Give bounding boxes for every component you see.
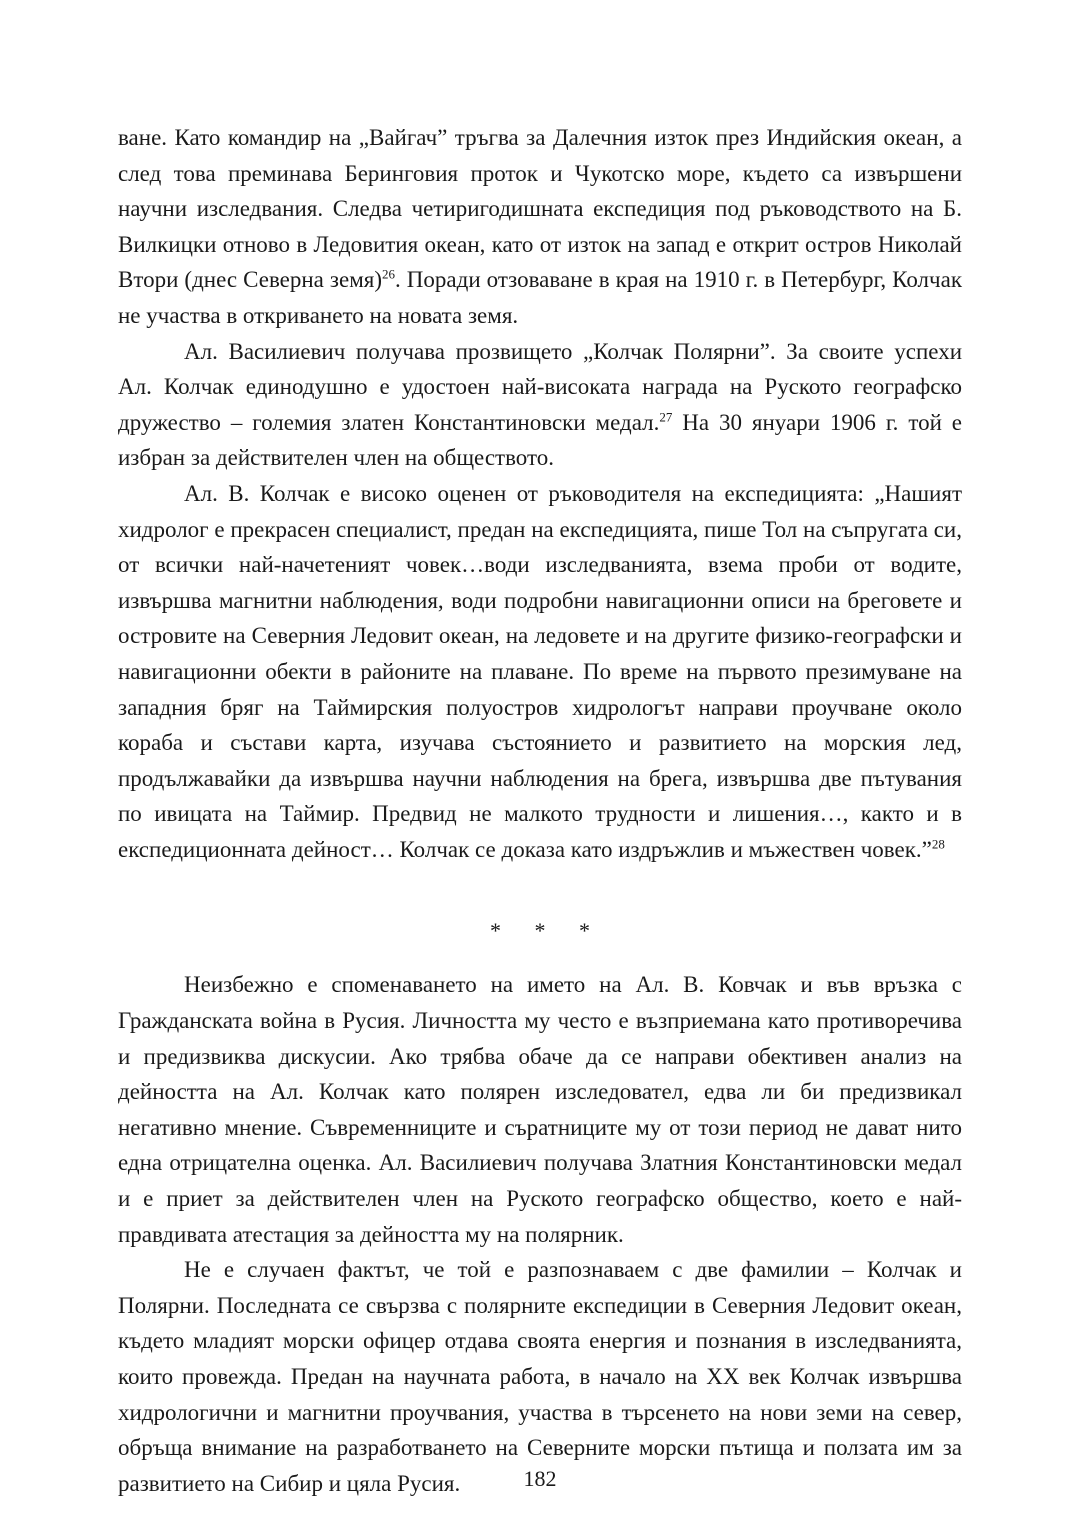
paragraph-4 [118,967,962,1252]
footnote-ref-27[interactable]: 27 [659,409,673,425]
paragraph-1-tail: . Поради отзоваване в края на 1910 г. в Петербург, Колчак не участва в откриването на новата земя. [118,267,962,328]
paragraph-5-text: Не е случаен фактът, че той е разпознаваем с две фамилии – Колчак и Полярни. Последната се свързва с полярните експедиции в Северния Ледовит океан, където младият морски офицер отдава своята енергия и познания в изследванията, които провежда. Предан на научната работа, в начало на ХХ век Колчак извършва хидрологични и магнитни проучвания, участва в търсенето на нови земи на север, обръща внимание на разработването на Северните морски пътища и ползата им за развитието на Сибир и цяла Русия. [118,1257,962,1496]
page-number: 182 [523,1466,557,1491]
paragraph-2-tail: На 30 януари 1906 г. той е избран за действителен член на обществото. [118,409,962,471]
page-body [118,120,962,1501]
footnote-ref-28[interactable]: 28 [931,836,945,852]
paragraph-2-text: Ал. Василиевич получава прозвището „Колчак Полярни”. За своите успехи Ал. Колчак единодушно е удостоен най-високата награда на Руското географско дружество – големия златен Константиновски медал. [118,338,962,435]
paragraph-5 [118,1252,962,1501]
paragraph-3 [118,476,962,868]
paragraph-1-text: ване. Като командир на „Вайгач” тръгва за Далечния изток през Индийския океан, а след това преминава Беринговия проток и Чукотско море, където са извършени научни изследвания. Следва четиригодишната експедиция под ръководството на Б. Вилкицки отново в Ледовития океан, като от изток на запад е открит остров Николай Втори (днес Северна земя) [118,125,962,293]
footnote-ref-26[interactable]: 26 [382,266,396,282]
section-separator: * * * [490,918,604,944]
paragraph-4-text: Неизбежно е споменаването на името на Ал. В. Ковчак и във връзка с Гражданската война в Русия. Личността му често е възприемана като противоречива и предизвиква дискусии. Ако трябва обаче да се направи обективен анализ на дейността на Ал. Колчак като полярен изследовател, едва ли би предизвикал негативно мнение. Съвременниците и съратниците му от този период не дават нито една отрицателна оценка. Ал. Василиевич получава Златния Константиновски медал и е приет за действителен член на Руското географско общество, което е най-правдивата атестация за дейността му на полярник. [118,972,962,1247]
paragraph-3-text: Ал. В. Колчак е високо оценен от ръководителя на експедицията: „Нашият хидролог е прекрасен специалист, предан на експедицията, пише Тол на съпругата си, от всички най-начетеният човек…води изследванията, взема проби от водите, извършва магнитни наблюдения, води подробни навигационни описи на бреговете и островите на Северния Ледовит океан, на ледовете и на другите физико-географски и навигационни обекти в районите на плаване. По време на първото презимуване на западния бряг на Таймирския полуостров хидрологът направи проучване около кораба и състави карта, изучава състоянието и развитието на морския лед, продължавайки да извършва научни наблюдения на брега, извършва две пътувания по ивицата на Таймир. Предвид не малкото трудности и лишения…, както и в експедиционната дейност… Колчак се доказа като издръжлив и мъжествен човек.” [118,480,962,862]
paragraph-2 [118,334,962,476]
paragraph-1 [118,120,962,334]
